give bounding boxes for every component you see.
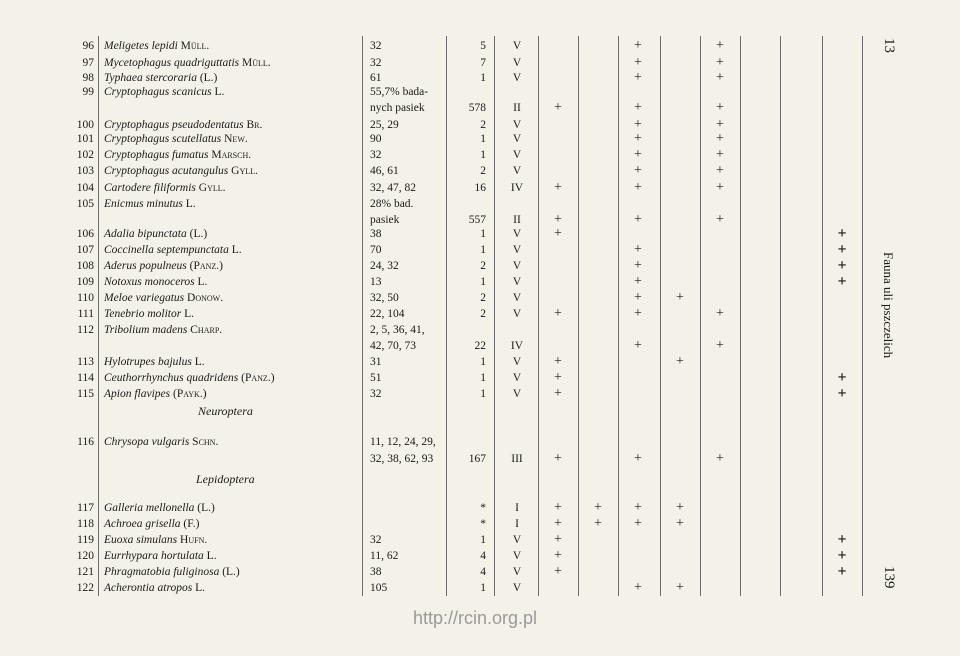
presence-mark: + <box>676 354 684 369</box>
row-number: 112 <box>77 324 94 336</box>
section-heading-lepidoptera: Lepidoptera <box>196 472 255 486</box>
occurrence-count: 2 <box>480 260 486 272</box>
row-number: 117 <box>77 502 94 514</box>
apiary-numbers: 28% bad. <box>370 198 414 210</box>
species-binomial: Achroea grisella <box>104 518 181 530</box>
page-number-top: 13 <box>881 38 897 53</box>
presence-mark: + <box>634 180 642 195</box>
presence-mark: + <box>554 212 562 227</box>
table-row <box>0 274 870 290</box>
occurrence-count: 1 <box>480 356 486 368</box>
presence-mark: + <box>554 548 562 563</box>
frequency-class: V <box>512 550 522 562</box>
frequency-class: V <box>512 119 522 131</box>
frequency-class: V <box>512 244 522 256</box>
species-name <box>104 55 271 71</box>
species-name <box>104 564 240 580</box>
frequency-class: I <box>515 502 519 514</box>
occurrence-count: * <box>480 518 486 530</box>
species-author: L. <box>197 276 208 288</box>
occurrence-count: 4 <box>480 550 486 562</box>
table-row <box>0 38 870 54</box>
apiary-numbers: 38 <box>370 566 382 578</box>
table-row <box>0 500 870 516</box>
species-binomial: Meloe variegatus <box>104 292 185 304</box>
row-number: 119 <box>77 534 94 546</box>
presence-mark: + <box>634 147 642 162</box>
row-number: 120 <box>76 550 94 562</box>
species-binomial: Cryptophagus fumatus <box>104 149 209 161</box>
presence-mark: + <box>634 55 642 70</box>
apiary-numbers: 61 <box>370 72 382 84</box>
species-binomial: Tribolium madens <box>104 324 188 336</box>
species-binomial: Cartodere filiformis <box>104 182 196 194</box>
frequency-class: V <box>512 165 522 177</box>
table-row <box>0 242 870 258</box>
row-number: 118 <box>77 518 94 530</box>
presence-mark: + <box>634 451 642 466</box>
presence-mark: + <box>837 385 847 402</box>
species-binomial: Adalia bipunctata <box>104 228 187 240</box>
species-author: Hufn. <box>180 534 208 546</box>
table-row <box>0 354 870 370</box>
presence-mark: + <box>554 532 562 547</box>
frequency-class: IV <box>510 340 524 352</box>
species-name <box>104 580 205 596</box>
table-row <box>0 338 870 354</box>
species-author: Schn. <box>192 436 219 448</box>
table-row <box>0 100 870 116</box>
species-binomial: Notoxus monoceros <box>104 276 195 288</box>
frequency-class: V <box>512 534 522 546</box>
species-author: Charp. <box>190 324 223 336</box>
species-binomial: Hylotrupes bajulus <box>104 356 192 368</box>
presence-mark: + <box>837 225 847 242</box>
species-name <box>104 147 251 163</box>
species-author: New. <box>224 133 248 145</box>
species-name <box>104 163 258 179</box>
species-author: Müll. <box>242 57 271 69</box>
presence-mark: + <box>554 180 562 195</box>
presence-mark: + <box>837 241 847 258</box>
species-author: L. <box>194 356 205 368</box>
row-number: 97 <box>82 57 94 69</box>
species-name <box>104 274 207 290</box>
presence-mark: + <box>554 516 562 531</box>
table-row <box>0 516 870 532</box>
presence-mark: + <box>634 163 642 178</box>
frequency-class: V <box>512 276 522 288</box>
occurrence-count: 5 <box>480 40 486 52</box>
species-author: Gyll. <box>231 165 258 177</box>
row-number: 108 <box>76 260 94 272</box>
species-binomial: Cryptophagus acutangulus <box>104 165 229 177</box>
apiary-numbers: 24, 32 <box>370 260 399 272</box>
row-number: 103 <box>76 165 94 177</box>
species-author: L. <box>214 86 225 98</box>
species-name <box>104 370 275 386</box>
apiary-numbers: 42, 70, 73 <box>370 340 416 352</box>
table-row <box>0 548 870 564</box>
presence-mark: + <box>554 354 562 369</box>
presence-mark: + <box>554 564 562 579</box>
presence-mark: + <box>634 131 642 146</box>
presence-mark: + <box>716 147 724 162</box>
row-number: 100 <box>76 119 94 131</box>
presence-mark: + <box>554 386 562 401</box>
presence-mark: + <box>676 290 684 305</box>
species-author: (L.) <box>197 502 215 514</box>
presence-mark: + <box>716 55 724 70</box>
species-binomial: Tenebrio molitor <box>104 308 182 320</box>
species-binomial: Meligetes lepidi <box>104 40 178 52</box>
frequency-class: V <box>512 40 522 52</box>
occurrence-count: 4 <box>480 566 486 578</box>
apiary-numbers: 32 <box>370 40 382 52</box>
presence-mark: + <box>716 117 724 132</box>
frequency-class: V <box>512 292 522 304</box>
presence-mark: + <box>634 290 642 305</box>
table-row <box>0 147 870 163</box>
apiary-numbers: 46, 61 <box>370 165 399 177</box>
species-binomial: Typhaea stercoraria <box>104 72 197 84</box>
apiary-numbers: pasiek <box>370 214 400 226</box>
species-name <box>104 242 242 258</box>
species-name <box>104 84 224 100</box>
occurrence-count: 1 <box>480 244 486 256</box>
presence-mark: + <box>837 531 847 548</box>
presence-mark: + <box>554 451 562 466</box>
occurrence-count: 1 <box>480 582 486 594</box>
species-binomial: Euoxa simulans <box>104 534 178 546</box>
apiary-numbers: 32 <box>370 149 382 161</box>
apiary-numbers: 11, 62 <box>370 550 399 562</box>
species-name <box>104 306 194 322</box>
apiary-numbers: 32, 50 <box>370 292 399 304</box>
presence-mark: + <box>716 100 724 115</box>
occurrence-count: 2 <box>480 292 486 304</box>
frequency-class: IV <box>510 182 524 194</box>
occurrence-count: 1 <box>480 133 486 145</box>
row-number: 113 <box>77 356 94 368</box>
presence-mark: + <box>594 516 602 531</box>
species-binomial: Cryptophagus scutellatus <box>104 133 222 145</box>
species-name <box>104 532 207 548</box>
table-row <box>0 290 870 306</box>
species-author: L. <box>184 308 194 320</box>
occurrence-count: 2 <box>480 119 486 131</box>
row-number: 98 <box>82 72 94 84</box>
presence-mark: + <box>716 212 724 227</box>
occurrence-count: 1 <box>480 276 486 288</box>
table-row <box>0 226 870 242</box>
presence-mark: + <box>634 242 642 257</box>
frequency-class: V <box>512 356 522 368</box>
species-name <box>104 386 207 402</box>
apiary-numbers: 31 <box>370 356 382 368</box>
table-row <box>0 258 870 274</box>
running-title: Fauna uli pszczelich <box>881 252 896 359</box>
species-name <box>104 500 215 516</box>
table-row <box>0 322 870 338</box>
presence-mark: + <box>634 580 642 595</box>
presence-mark: + <box>716 338 724 353</box>
species-author: Br. <box>246 119 263 131</box>
occurrence-count: 167 <box>468 453 486 465</box>
species-name <box>104 226 207 242</box>
species-name <box>104 516 199 532</box>
table-row <box>0 370 870 386</box>
frequency-class: V <box>512 72 522 84</box>
row-number: 111 <box>77 308 94 320</box>
row-number: 114 <box>77 372 94 384</box>
species-binomial: Apion flavipes <box>104 388 171 400</box>
presence-mark: + <box>716 131 724 146</box>
presence-mark: + <box>554 226 562 241</box>
frequency-class: V <box>512 260 522 272</box>
species-binomial: Cryptophagus pseudodentatus <box>104 119 244 131</box>
frequency-class: I <box>515 518 519 530</box>
apiary-numbers: 11, 12, 24, 29, <box>370 436 436 448</box>
presence-mark: + <box>837 563 847 580</box>
presence-mark: + <box>554 500 562 515</box>
occurrence-count: 16 <box>474 182 486 194</box>
presence-mark: + <box>716 451 724 466</box>
species-name <box>104 196 196 212</box>
presence-mark: + <box>634 500 642 515</box>
presence-mark: + <box>634 70 642 85</box>
presence-mark: + <box>634 516 642 531</box>
species-author: Marsch. <box>211 149 252 161</box>
occurrence-count: 1 <box>480 534 486 546</box>
presence-mark: + <box>634 306 642 321</box>
row-number: 101 <box>76 133 94 145</box>
apiary-numbers: 105 <box>370 582 388 594</box>
presence-mark: + <box>676 500 684 515</box>
species-binomial: Cryptophagus scanicus <box>104 86 212 98</box>
presence-mark: + <box>554 100 562 115</box>
table-row <box>0 55 870 71</box>
row-number: 110 <box>77 292 94 304</box>
frequency-class: V <box>512 228 522 240</box>
frequency-class: V <box>512 149 522 161</box>
presence-mark: + <box>837 547 847 564</box>
presence-mark: + <box>676 516 684 531</box>
presence-mark: + <box>837 273 847 290</box>
species-name <box>104 434 218 450</box>
presence-mark: + <box>594 500 602 515</box>
presence-mark: + <box>634 338 642 353</box>
row-number: 115 <box>77 388 94 400</box>
presence-mark: + <box>716 38 724 53</box>
occurrence-count: * <box>480 502 486 514</box>
table-row <box>0 84 870 100</box>
species-author: L. <box>206 550 217 562</box>
species-name <box>104 38 209 54</box>
apiary-numbers: 22, 104 <box>370 308 405 320</box>
apiary-numbers: 13 <box>370 276 382 288</box>
frequency-class: V <box>512 388 522 400</box>
apiary-numbers: nych pasiek <box>370 102 425 114</box>
apiary-numbers: 25, 29 <box>370 119 399 131</box>
row-number: 105 <box>76 198 94 210</box>
apiary-numbers: 32, 38, 62, 93 <box>370 453 434 465</box>
presence-mark: + <box>634 274 642 289</box>
species-binomial: Eurrhypara hortulata <box>104 550 204 562</box>
species-author: (F.) <box>183 518 200 530</box>
occurrence-count: 578 <box>468 102 486 114</box>
presence-mark: + <box>716 180 724 195</box>
apiary-numbers: 70 <box>370 244 382 256</box>
frequency-class: V <box>512 372 522 384</box>
table-row <box>0 131 870 147</box>
table-row <box>0 306 870 322</box>
row-number: 122 <box>76 582 94 594</box>
presence-mark: + <box>554 306 562 321</box>
section-heading-neuroptera: Neuroptera <box>198 404 253 418</box>
table-row <box>0 580 870 596</box>
species-name <box>104 290 223 306</box>
row-number: 99 <box>82 86 94 98</box>
species-author: (Panz.) <box>189 260 223 272</box>
species-name <box>104 258 223 274</box>
row-number: 102 <box>76 149 94 161</box>
species-author: (L.) <box>189 228 208 240</box>
occurrence-count: 1 <box>480 228 486 240</box>
presence-mark: + <box>634 100 642 115</box>
species-binomial: Aderus populneus <box>104 260 187 272</box>
apiary-numbers: 32, 47, 82 <box>370 182 416 194</box>
presence-mark: + <box>716 163 724 178</box>
table-row <box>0 532 870 548</box>
frequency-class: II <box>513 102 521 114</box>
species-name <box>104 354 205 370</box>
presence-mark: + <box>554 370 562 385</box>
species-binomial: Galleria mellonella <box>104 502 195 514</box>
species-name <box>104 180 226 196</box>
table-row <box>0 180 870 196</box>
apiary-numbers: 2, 5, 36, 41, <box>370 324 425 336</box>
apiary-numbers: 90 <box>370 133 382 145</box>
species-author: Donow. <box>187 292 224 304</box>
row-number: 109 <box>76 276 94 288</box>
species-author: (Panz.) <box>241 372 275 384</box>
apiary-numbers: 32 <box>370 57 382 69</box>
table-row <box>0 386 870 402</box>
species-binomial: Mycetophagus quadriguttatis <box>104 57 240 69</box>
occurrence-count: 1 <box>480 388 486 400</box>
frequency-class: III <box>511 453 523 465</box>
frequency-class: V <box>512 566 522 578</box>
species-binomial: Chrysopa vulgaris <box>104 436 190 448</box>
frequency-class: V <box>512 308 522 320</box>
species-author: L. <box>195 582 206 594</box>
row-number: 104 <box>76 182 94 194</box>
occurrence-count: 557 <box>468 214 486 226</box>
presence-mark: + <box>837 369 847 386</box>
presence-mark: + <box>634 38 642 53</box>
presence-mark: + <box>716 306 724 321</box>
apiary-numbers: 55,7% bada- <box>370 86 429 98</box>
occurrence-count: 7 <box>480 57 486 69</box>
frequency-class: II <box>513 214 521 226</box>
species-binomial: Phragmatobia fuliginosa <box>104 566 220 578</box>
row-number: 106 <box>76 228 94 240</box>
apiary-numbers: 38 <box>370 228 382 240</box>
apiary-numbers: 32 <box>370 534 382 546</box>
frequency-class: V <box>512 582 522 594</box>
row-number: 116 <box>77 436 94 448</box>
species-name <box>104 322 222 338</box>
occurrence-count: 2 <box>480 308 486 320</box>
table-row <box>0 564 870 580</box>
species-author: L. <box>231 244 242 256</box>
species-author: L. <box>185 198 196 210</box>
presence-mark: + <box>716 70 724 85</box>
row-number: 107 <box>76 244 94 256</box>
species-author: (L.) <box>199 72 218 84</box>
species-author: (L.) <box>222 566 240 578</box>
species-binomial: Enicmus minutus <box>104 198 183 210</box>
presence-mark: + <box>634 258 642 273</box>
species-author: Gyll. <box>198 182 226 194</box>
table-row <box>0 196 870 212</box>
species-binomial: Coccinella septempunctata <box>104 244 229 256</box>
table-row <box>0 451 870 467</box>
species-author: (Payk.) <box>173 388 207 400</box>
row-number: 121 <box>76 566 94 578</box>
table-row <box>0 434 870 450</box>
page-number-bottom: 139 <box>881 566 897 589</box>
occurrence-count: 1 <box>480 372 486 384</box>
species-binomial: Acherontia atropos <box>104 582 193 594</box>
species-name <box>104 131 248 147</box>
frequency-class: V <box>512 57 522 69</box>
species-name <box>104 548 217 564</box>
presence-mark: + <box>634 117 642 132</box>
occurrence-count: 2 <box>480 165 486 177</box>
species-binomial: Ceuthorrhynchus quadridens <box>104 372 239 384</box>
occurrence-count: 1 <box>480 72 486 84</box>
presence-mark: + <box>837 257 847 274</box>
species-author: Müll. <box>180 40 210 52</box>
row-number: 96 <box>82 40 94 52</box>
presence-mark: + <box>676 580 684 595</box>
apiary-numbers: 51 <box>370 372 382 384</box>
occurrence-count: 1 <box>480 149 486 161</box>
source-url: http://rcin.org.pl <box>413 608 538 628</box>
occurrence-count: 22 <box>474 340 486 352</box>
frequency-class: V <box>512 133 522 145</box>
table-row <box>0 163 870 179</box>
presence-mark: + <box>634 212 642 227</box>
apiary-numbers: 32 <box>370 388 382 400</box>
